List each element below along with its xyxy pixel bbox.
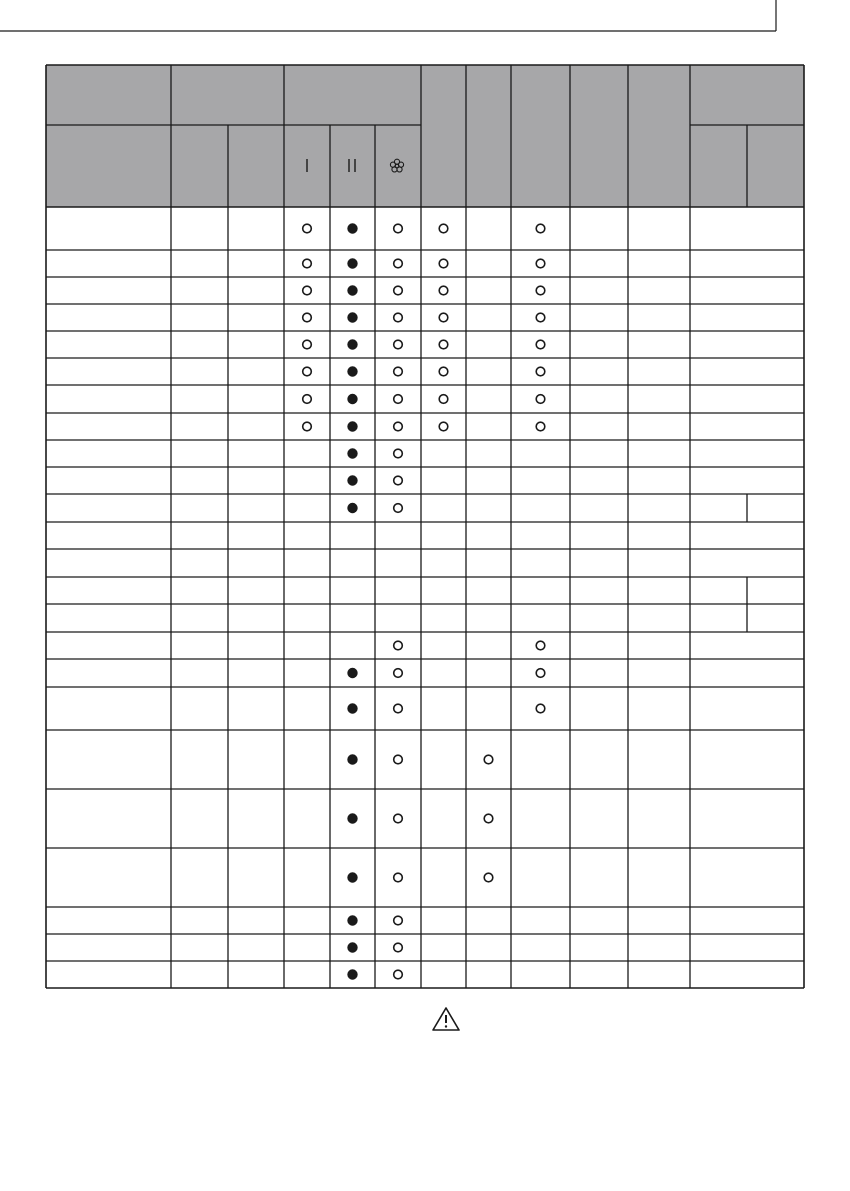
empty-circle-mark (394, 641, 403, 650)
empty-circle-mark (536, 641, 545, 650)
empty-circle-mark (394, 224, 403, 233)
empty-circle-mark (536, 313, 545, 322)
filled-dot-mark (347, 915, 357, 925)
empty-circle-mark (536, 224, 545, 233)
empty-circle-mark (536, 259, 545, 268)
filled-dot-mark (347, 813, 357, 823)
filled-dot-mark (347, 312, 357, 322)
empty-circle-mark (394, 873, 403, 882)
empty-circle-mark (439, 313, 448, 322)
empty-circle-mark (394, 970, 403, 979)
empty-circle-mark (394, 943, 403, 952)
empty-circle-mark (303, 286, 312, 295)
filled-dot-mark (347, 754, 357, 764)
filled-dot-mark (347, 366, 357, 376)
empty-circle-mark (394, 704, 403, 713)
empty-circle-mark (394, 814, 403, 823)
filled-dot-mark (347, 339, 357, 349)
empty-circle-mark (303, 313, 312, 322)
empty-circle-mark (536, 340, 545, 349)
empty-circle-mark (536, 422, 545, 431)
empty-circle-mark (536, 286, 545, 295)
empty-circle-mark (394, 313, 403, 322)
empty-circle-mark (303, 340, 312, 349)
empty-circle-mark (394, 916, 403, 925)
empty-circle-mark (394, 259, 403, 268)
empty-circle-mark (439, 286, 448, 295)
filled-dot-mark (347, 394, 357, 404)
filled-dot-mark (347, 475, 357, 485)
empty-circle-mark (439, 259, 448, 268)
filled-dot-mark (347, 285, 357, 295)
filled-dot-mark (347, 448, 357, 458)
empty-circle-mark (303, 395, 312, 404)
empty-circle-mark (394, 286, 403, 295)
filled-dot-mark (347, 942, 357, 952)
empty-circle-mark (536, 704, 545, 713)
empty-circle-mark (394, 755, 403, 764)
filled-dot-mark (347, 703, 357, 713)
empty-circle-mark (394, 395, 403, 404)
empty-circle-mark (394, 449, 403, 458)
empty-circle-mark (439, 422, 448, 431)
filled-dot-mark (347, 969, 357, 979)
empty-circle-mark (303, 422, 312, 431)
empty-circle-mark (303, 367, 312, 376)
empty-circle-mark (303, 224, 312, 233)
filled-dot-mark (347, 421, 357, 431)
filled-dot-mark (347, 872, 357, 882)
empty-circle-mark (536, 395, 545, 404)
empty-circle-mark (484, 814, 493, 823)
table-marks (303, 223, 545, 979)
empty-circle-mark (394, 476, 403, 485)
empty-circle-mark (439, 340, 448, 349)
filled-dot-mark (347, 258, 357, 268)
empty-circle-mark (303, 259, 312, 268)
empty-circle-mark (536, 669, 545, 678)
filled-dot-mark (347, 223, 357, 233)
filled-dot-mark (347, 503, 357, 513)
warning-triangle-icon (431, 1006, 461, 1032)
empty-circle-mark (439, 224, 448, 233)
empty-circle-mark (439, 395, 448, 404)
empty-circle-mark (394, 367, 403, 376)
empty-circle-mark (394, 504, 403, 513)
empty-circle-mark (394, 340, 403, 349)
filled-dot-mark (347, 668, 357, 678)
empty-circle-mark (536, 367, 545, 376)
empty-circle-mark (484, 873, 493, 882)
empty-circle-mark (484, 755, 493, 764)
empty-circle-mark (394, 422, 403, 431)
empty-circle-mark (439, 367, 448, 376)
empty-circle-mark (394, 669, 403, 678)
